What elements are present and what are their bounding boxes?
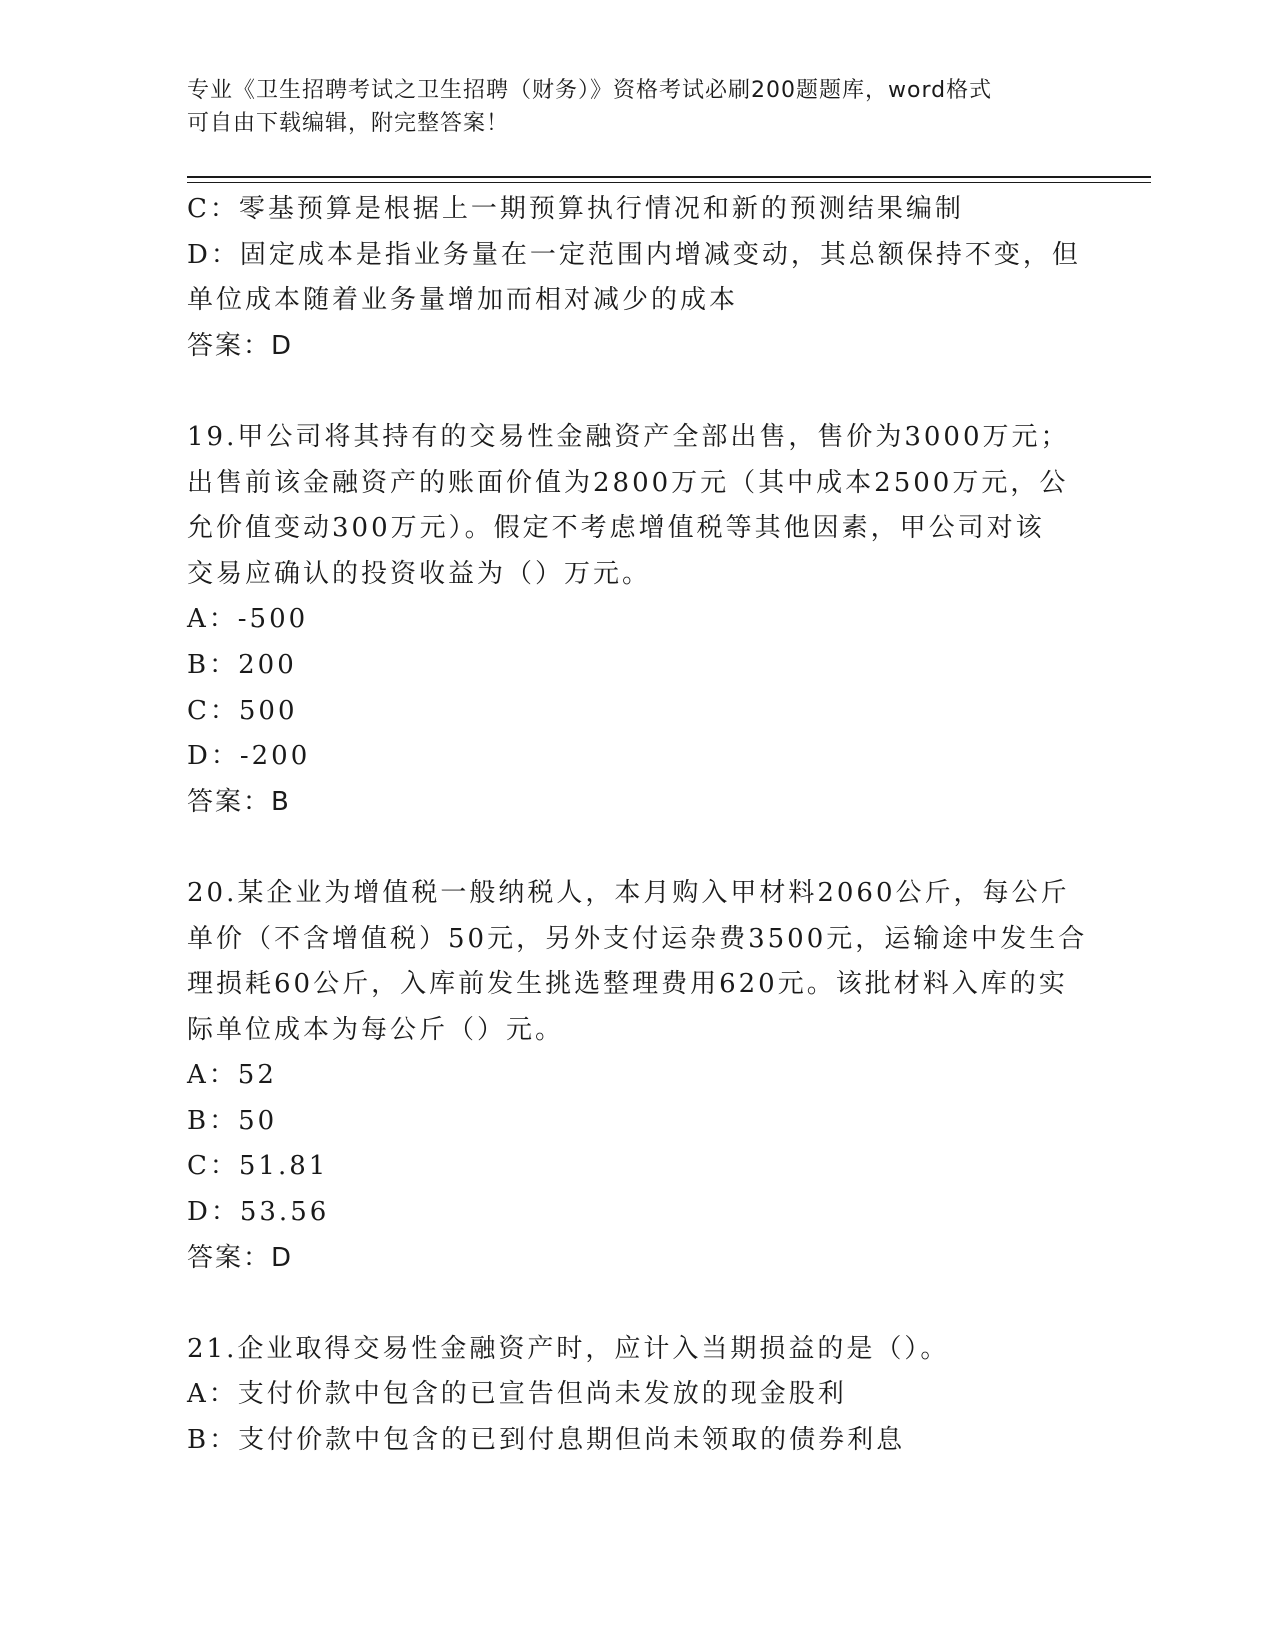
- previous-question-block: [187, 187, 1087, 369]
- header-rule-thick: [187, 176, 1151, 178]
- question-stem-line: 21.企业取得交易性金融资产时，应计入当期损益的是（）。: [187, 1333, 950, 1364]
- question-stem-line: 19.甲公司将其持有的交易性金融资产全部出售，售价为3000万元；: [187, 421, 1070, 452]
- question-stem-line: 出售前该金融资产的账面价值为2800万元（其中成本2500万元，公: [187, 467, 1069, 498]
- option-b: B：200: [187, 649, 297, 680]
- header-line-1: 专业《卫生招聘考试之卫生招聘（财务）》资格考试必刷200题题库，word格式: [187, 78, 993, 103]
- answer: 答案：D: [187, 330, 294, 361]
- question-stem-line: 际单位成本为每公斤（）元。: [187, 1014, 565, 1045]
- option-d-line-2: 单位成本随着业务量增加而相对减少的成本: [187, 285, 739, 316]
- spacer: [187, 369, 1087, 415]
- answer: 答案：B: [187, 786, 291, 817]
- question-20: [187, 871, 1087, 1281]
- document-body: [187, 187, 1087, 1464]
- option-d: D：-200: [187, 741, 311, 772]
- option-c: C：零基预算是根据上一期预算执行情况和新的预测结果编制: [187, 194, 964, 224]
- document-header: [187, 74, 1087, 140]
- header-rule-thin: [187, 182, 1151, 183]
- spacer: [187, 825, 1087, 871]
- option-d: D：53.56: [187, 1197, 330, 1228]
- question-stem-line: 允价值变动300万元）。假定不考虑增值税等其他因素，甲公司对该: [187, 513, 1045, 544]
- header-line-2: 可自由下载编辑，附完整答案！: [187, 111, 510, 136]
- option-c: C：500: [187, 695, 298, 726]
- question-21: [187, 1327, 1087, 1464]
- option-a: A：支付价款中包含的已宣告但尚未发放的现金股利: [187, 1379, 847, 1410]
- question-19: [187, 415, 1087, 825]
- spacer: [187, 1281, 1087, 1327]
- question-stem-line: 20.某企业为增值税一般纳税人，本月购入甲材料2060公斤，每公斤: [187, 877, 1070, 908]
- answer: 答案：D: [187, 1242, 294, 1273]
- option-b: B：50: [187, 1105, 278, 1136]
- question-stem-line: 单价（不含增值税）50元，另外支付运杂费3500元，运输途中发生合: [187, 923, 1088, 954]
- option-a: A：-500: [187, 604, 309, 635]
- option-b: B：支付价款中包含的已到付息期但尚未领取的债券利息: [187, 1425, 906, 1456]
- option-c: C：51.81: [187, 1151, 329, 1182]
- question-stem-line: 理损耗60公斤，入库前发生挑选整理费用620元。该批材料入库的实: [187, 969, 1068, 1000]
- question-stem-line: 交易应确认的投资收益为（）万元。: [187, 558, 652, 589]
- option-a: A：52: [187, 1060, 277, 1091]
- option-d-line-1: D：固定成本是指业务量在一定范围内增减变动，其总额保持不变，但: [187, 239, 1081, 270]
